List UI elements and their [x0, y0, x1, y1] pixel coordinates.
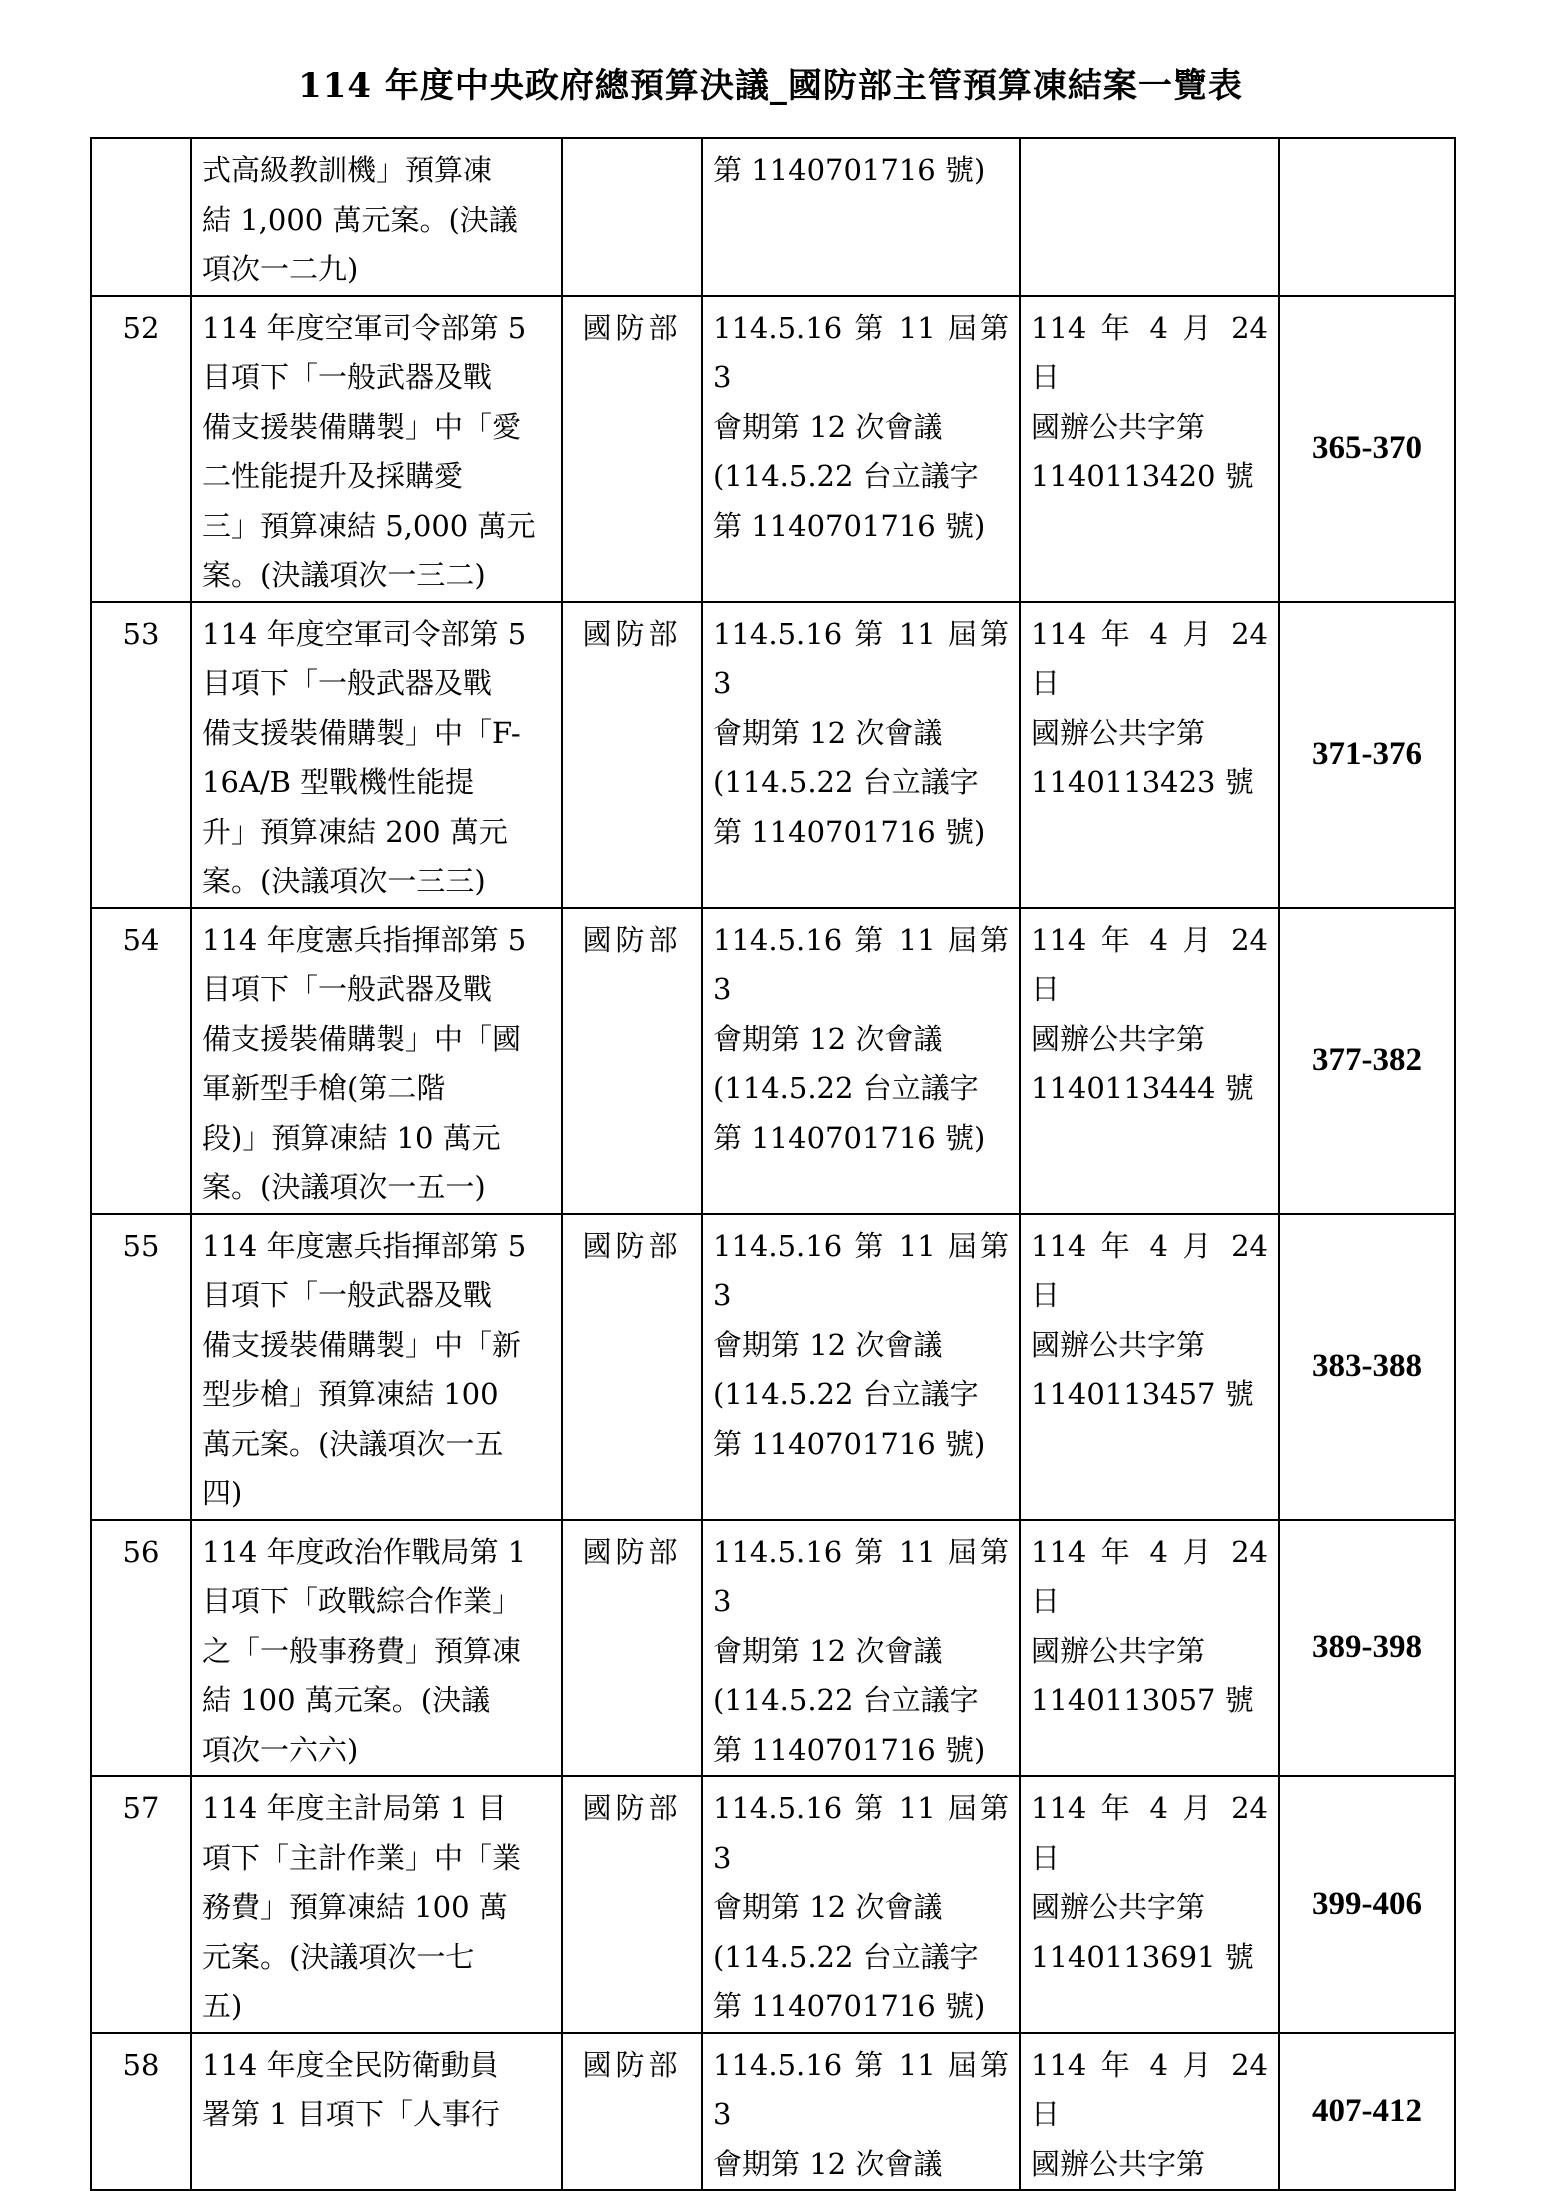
row-number: 58	[91, 2033, 191, 2191]
page-range	[1279, 138, 1455, 296]
agency: 國防部	[562, 2033, 702, 2191]
document-number: 114 年 4 月 24 日 國辦公共字第 1140113691 號	[1020, 1776, 1279, 2033]
table-row	[91, 2033, 1455, 2191]
resolution-meeting: 114.5.16 第 11 屆第 3 會期第 12 次會議 (114.5.22 台立議字 第 1140701716 號)	[702, 1520, 1020, 1777]
table-row	[91, 1776, 1455, 2033]
page-range: 377-382	[1279, 908, 1455, 1214]
document-number: 114 年 4 月 24 日 國辦公共字第 1140113420 號	[1020, 296, 1279, 602]
agency: 國防部	[562, 1214, 702, 1520]
agency	[562, 138, 702, 296]
case-description: 114 年度全民防衛動員 署第 1 目項下「人事行	[191, 2033, 562, 2191]
table-row	[91, 602, 1455, 908]
agency: 國防部	[562, 1776, 702, 2033]
page-range: 407-412	[1279, 2033, 1455, 2191]
resolution-meeting: 114.5.16 第 11 屆第 3 會期第 12 次會議 (114.5.22 台立議字 第 1140701716 號)	[702, 296, 1020, 602]
page-title: 114 年度中央政府總預算決議_國防部主管預算凍結案一覽表	[298, 66, 1243, 106]
page-range: 389-398	[1279, 1520, 1455, 1777]
document-number	[1020, 138, 1279, 296]
resolution-meeting: 114.5.16 第 11 屆第 3 會期第 12 次會議	[702, 2033, 1020, 2191]
freeze-case-table	[90, 137, 1456, 2191]
resolution-meeting: 114.5.16 第 11 屆第 3 會期第 12 次會議 (114.5.22 台立議字 第 1140701716 號)	[702, 1776, 1020, 2033]
row-number: 55	[91, 1214, 191, 1520]
row-number: 57	[91, 1776, 191, 2033]
row-number: 54	[91, 908, 191, 1214]
case-description: 114 年度主計局第 1 目 項下「主計作業」中「業 務費」預算凍結 100 萬 元案。(決議項次一七 五)	[191, 1776, 562, 2033]
resolution-meeting: 第 1140701716 號)	[702, 138, 1020, 296]
agency: 國防部	[562, 602, 702, 908]
row-number	[91, 138, 191, 296]
agency: 國防部	[562, 908, 702, 1214]
page-range: 365-370	[1279, 296, 1455, 602]
row-number: 52	[91, 296, 191, 602]
table-row	[91, 1214, 1455, 1520]
document-number: 114 年 4 月 24 日 國辦公共字第 1140113444 號	[1020, 908, 1279, 1214]
page-range: 383-388	[1279, 1214, 1455, 1520]
document-number: 114 年 4 月 24 日 國辦公共字第	[1020, 2033, 1279, 2191]
case-description: 114 年度空軍司令部第 5 目項下「一般武器及戰 備支援裝備購製」中「F- 16A/B 型戰機性能提 升」預算凍結 200 萬元 案。(決議項次一三三)	[191, 602, 562, 908]
resolution-meeting: 114.5.16 第 11 屆第 3 會期第 12 次會議 (114.5.22 台立議字 第 1140701716 號)	[702, 908, 1020, 1214]
case-description: 114 年度空軍司令部第 5 目項下「一般武器及戰 備支援裝備購製」中「愛 二性能提升及採購愛 三」預算凍結 5,000 萬元 案。(決議項次一三二)	[191, 296, 562, 602]
case-description: 114 年度憲兵指揮部第 5 目項下「一般武器及戰 備支援裝備購製」中「新 型步槍」預算凍結 100 萬元案。(決議項次一五 四)	[191, 1214, 562, 1520]
document-number: 114 年 4 月 24 日 國辦公共字第 1140113057 號	[1020, 1520, 1279, 1777]
agency: 國防部	[562, 296, 702, 602]
page-range: 399-406	[1279, 1776, 1455, 2033]
table-row	[91, 296, 1455, 602]
case-description: 114 年度政治作戰局第 1 目項下「政戰綜合作業」 之「一般事務費」預算凍 結 100 萬元案。(決議 項次一六六)	[191, 1520, 562, 1777]
resolution-meeting: 114.5.16 第 11 屆第 3 會期第 12 次會議 (114.5.22 台立議字 第 1140701716 號)	[702, 602, 1020, 908]
agency: 國防部	[562, 1520, 702, 1777]
row-number: 53	[91, 602, 191, 908]
table-row	[91, 908, 1455, 1214]
document-number: 114 年 4 月 24 日 國辦公共字第 1140113457 號	[1020, 1214, 1279, 1520]
document-number: 114 年 4 月 24 日 國辦公共字第 1140113423 號	[1020, 602, 1279, 908]
table-row	[91, 138, 1455, 296]
resolution-meeting: 114.5.16 第 11 屆第 3 會期第 12 次會議 (114.5.22 台立議字 第 1140701716 號)	[702, 1214, 1020, 1520]
table-row	[91, 1520, 1455, 1777]
page-range: 371-376	[1279, 602, 1455, 908]
case-description: 114 年度憲兵指揮部第 5 目項下「一般武器及戰 備支援裝備購製」中「國 軍新型手槍(第二階 段)」預算凍結 10 萬元 案。(決議項次一五一)	[191, 908, 562, 1214]
case-description: 式高級教訓機」預算凍 結 1,000 萬元案。(決議 項次一二九)	[191, 138, 562, 296]
row-number: 56	[91, 1520, 191, 1777]
